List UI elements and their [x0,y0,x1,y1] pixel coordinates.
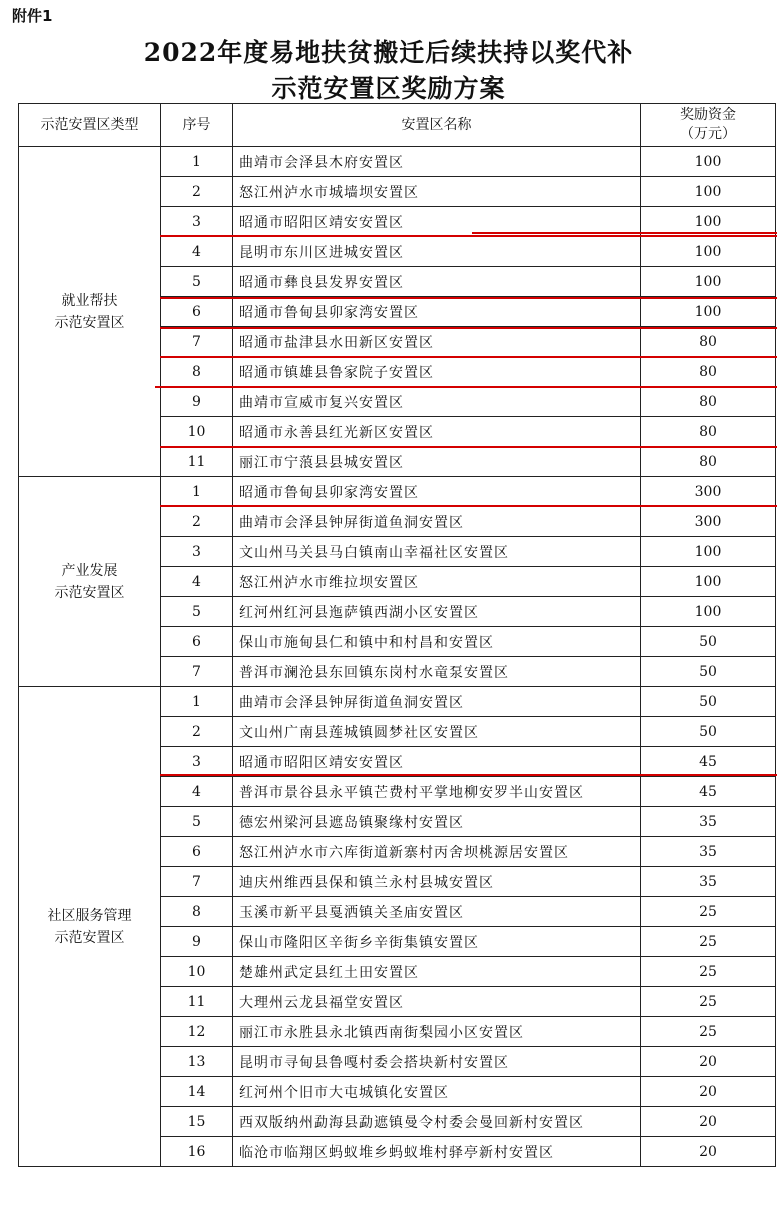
row-amount-cell: 80 [641,327,776,357]
row-index-cell: 5 [161,267,233,297]
row-amount-cell: 100 [641,267,776,297]
row-index-cell: 11 [161,447,233,477]
row-index-cell: 2 [161,507,233,537]
red-annotation-line [160,235,777,237]
row-name-cell: 临沧市临翔区蚂蚁堆乡蚂蚁堆村驿亭新村安置区 [233,1137,641,1167]
row-index-cell: 3 [161,747,233,777]
row-name-cell: 迪庆州维西县保和镇兰永村县城安置区 [233,867,641,897]
row-amount-cell: 25 [641,987,776,1017]
row-index-cell: 8 [161,357,233,387]
row-amount-cell: 45 [641,777,776,807]
header-amount-line-2: （万元） [680,126,736,142]
header-name: 安置区名称 [233,104,641,147]
table-header-row [19,104,776,147]
red-annotation-line [155,386,777,388]
row-amount-cell: 45 [641,747,776,777]
row-name-cell: 保山市施甸县仁和镇中和村昌和安置区 [233,627,641,657]
row-index-cell: 11 [161,987,233,1017]
row-amount-cell: 100 [641,597,776,627]
row-amount-cell: 80 [641,357,776,387]
row-index-cell: 1 [161,147,233,177]
row-amount-cell: 100 [641,567,776,597]
row-amount-cell: 35 [641,807,776,837]
document-title-line-2: 示范安置区奖励方案 [271,74,506,103]
row-amount-cell: 300 [641,477,776,507]
header-amount [641,104,776,147]
row-index-cell: 3 [161,537,233,567]
row-index-cell: 9 [161,927,233,957]
row-amount-cell: 50 [641,687,776,717]
row-amount-cell: 20 [641,1137,776,1167]
row-amount-cell: 100 [641,537,776,567]
row-name-cell: 德宏州梁河县遮岛镇聚缘村安置区 [233,807,641,837]
row-name-cell: 怒江州泸水市维拉坝安置区 [233,567,641,597]
row-amount-cell: 80 [641,417,776,447]
category-label-line-2: 示范安置区 [54,929,125,946]
document-title-line-1: 2022年度易地扶贫搬迁后续扶持以奖代补 [143,38,634,67]
row-index-cell: 1 [161,687,233,717]
row-index-cell: 14 [161,1077,233,1107]
row-amount-cell: 20 [641,1047,776,1077]
category-label-line-1: 产业发展 [61,562,118,579]
row-amount-cell: 50 [641,717,776,747]
row-index-cell: 3 [161,207,233,237]
row-name-cell: 西双版纳州勐海县勐遮镇曼令村委会曼回新村安置区 [233,1107,641,1137]
header-category: 示范安置区类型 [19,104,161,147]
row-amount-cell: 50 [641,657,776,687]
table-body [19,147,776,1167]
row-index-cell: 1 [161,477,233,507]
row-amount-cell: 80 [641,387,776,417]
row-index-cell: 4 [161,567,233,597]
row-amount-cell: 100 [641,297,776,327]
row-amount-cell: 25 [641,897,776,927]
row-name-cell: 普洱市景谷县永平镇芒费村平掌地柳安罗半山安置区 [233,777,641,807]
row-index-cell: 2 [161,717,233,747]
row-amount-cell: 25 [641,927,776,957]
row-amount-cell: 80 [641,447,776,477]
row-name-cell: 怒江州泸水市六库街道新寨村丙舍坝桃源居安置区 [233,837,641,867]
row-name-cell: 文山州马关县马白镇南山幸福社区安置区 [233,537,641,567]
row-index-cell: 15 [161,1107,233,1137]
row-index-cell: 10 [161,957,233,987]
category-cell [19,147,161,477]
row-name-cell: 玉溪市新平县戛洒镇关圣庙安置区 [233,897,641,927]
row-name-cell: 曲靖市会泽县钟屏街道鱼洞安置区 [233,687,641,717]
row-name-cell: 大理州云龙县福堂安置区 [233,987,641,1017]
red-annotation-line [472,232,777,234]
row-amount-cell: 300 [641,507,776,537]
row-name-cell: 丽江市永胜县永北镇西南街梨园小区安置区 [233,1017,641,1047]
row-name-cell: 昭通市昭阳区靖安安置区 [233,747,641,777]
row-index-cell: 5 [161,597,233,627]
table-row [19,147,776,177]
row-name-cell: 昭通市盐津县水田新区安置区 [233,327,641,357]
row-name-cell: 昭通市鲁甸县卯家湾安置区 [233,477,641,507]
row-index-cell: 8 [161,897,233,927]
row-index-cell: 5 [161,807,233,837]
row-index-cell: 6 [161,627,233,657]
row-name-cell: 楚雄州武定县红土田安置区 [233,957,641,987]
row-name-cell: 文山州广南县莲城镇圆梦社区安置区 [233,717,641,747]
row-name-cell: 曲靖市会泽县木府安置区 [233,147,641,177]
row-name-cell: 昭通市鲁甸县卯家湾安置区 [233,297,641,327]
row-name-cell: 曲靖市宣威市复兴安置区 [233,387,641,417]
category-cell [19,687,161,1167]
row-amount-cell: 100 [641,237,776,267]
row-index-cell: 12 [161,1017,233,1047]
row-amount-cell: 20 [641,1077,776,1107]
award-table [18,103,776,1167]
row-amount-cell: 25 [641,957,776,987]
row-index-cell: 9 [161,387,233,417]
row-amount-cell: 20 [641,1107,776,1137]
row-name-cell: 昭通市彝良县发界安置区 [233,267,641,297]
row-name-cell: 昆明市寻甸县鲁嘎村委会搭块新村安置区 [233,1047,641,1077]
row-amount-cell: 100 [641,147,776,177]
category-label-line-2: 示范安置区 [54,314,125,331]
row-index-cell: 10 [161,417,233,447]
row-name-cell: 昆明市东川区进城安置区 [233,237,641,267]
row-name-cell: 昭通市镇雄县鲁家院子安置区 [233,357,641,387]
row-name-cell: 保山市隆阳区辛街乡辛街集镇安置区 [233,927,641,957]
category-cell [19,477,161,687]
row-name-cell: 昭通市永善县红光新区安置区 [233,417,641,447]
red-annotation-line [160,297,777,299]
row-name-cell: 怒江州泸水市城墙坝安置区 [233,177,641,207]
row-name-cell: 曲靖市会泽县钟屏街道鱼洞安置区 [233,507,641,537]
row-amount-cell: 100 [641,207,776,237]
row-name-cell: 昭通市昭阳区靖安安置区 [233,207,641,237]
table-row [19,687,776,717]
category-label-line-1: 就业帮扶 [61,292,118,309]
row-index-cell: 16 [161,1137,233,1167]
row-name-cell: 普洱市澜沧县东回镇东岗村水竜泵安置区 [233,657,641,687]
header-amount-line-1: 奖励资金 [680,107,736,123]
row-amount-cell: 50 [641,627,776,657]
red-annotation-line [160,446,777,448]
row-index-cell: 6 [161,297,233,327]
row-amount-cell: 35 [641,867,776,897]
row-index-cell: 4 [161,237,233,267]
red-annotation-line [160,774,777,776]
row-name-cell: 红河州红河县迤萨镇西湖小区安置区 [233,597,641,627]
category-label-line-2: 示范安置区 [54,584,125,601]
row-index-cell: 6 [161,837,233,867]
row-index-cell: 7 [161,867,233,897]
red-annotation-line [160,505,777,507]
red-annotation-line [160,356,777,358]
row-name-cell: 丽江市宁蒗县县城安置区 [233,447,641,477]
category-label-line-1: 社区服务管理 [47,907,132,924]
row-index-cell: 7 [161,657,233,687]
row-index-cell: 13 [161,1047,233,1077]
table-row [19,477,776,507]
row-index-cell: 2 [161,177,233,207]
row-amount-cell: 100 [641,177,776,207]
row-amount-cell: 35 [641,837,776,867]
header-index: 序号 [161,104,233,147]
row-index-cell: 4 [161,777,233,807]
row-index-cell: 7 [161,327,233,357]
attachment-label: 附件1 [12,7,53,25]
row-name-cell: 红河州个旧市大屯城镇化安置区 [233,1077,641,1107]
red-annotation-line [160,327,777,329]
row-amount-cell: 25 [641,1017,776,1047]
